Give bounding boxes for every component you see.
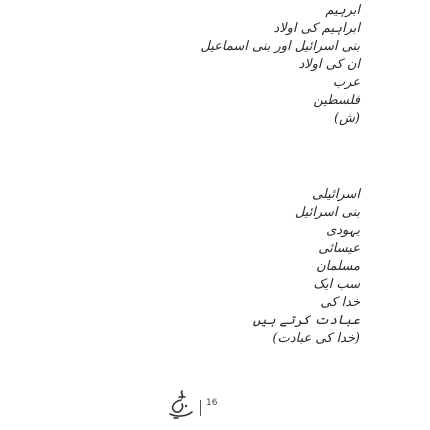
text-line: سب ایک — [313, 277, 360, 292]
page-number: 16 — [206, 398, 218, 408]
signature-mark-icon — [162, 388, 198, 424]
text-line: (خدا کی عبادت) — [272, 331, 360, 346]
text-line: (ش) — [333, 111, 360, 126]
text-line: ابراہیم کی اولاد — [273, 21, 360, 36]
page-footer — [160, 388, 260, 424]
text-line: بنی اسرائیل — [294, 205, 360, 220]
text-line: ان کی اولاد — [298, 57, 360, 72]
text-line: بنی اسرائیل اور بنی اسماعیل — [200, 39, 360, 54]
footer-divider — [200, 400, 201, 416]
text-line: عرب — [332, 75, 360, 90]
text-line: ابرہیم — [325, 3, 360, 18]
stanza-2 — [253, 186, 360, 348]
text-line: خدا کی — [320, 295, 360, 310]
text-line: یہودی — [326, 223, 360, 238]
text-line: فلسطین — [313, 93, 360, 108]
text-line: عیسائی — [318, 241, 360, 256]
text-line: عبادت کرتے ہیں — [252, 313, 360, 328]
text-line: مسلمان — [316, 259, 360, 274]
text-line: اسرائیلی — [312, 187, 360, 202]
stanza-1 — [200, 2, 360, 128]
